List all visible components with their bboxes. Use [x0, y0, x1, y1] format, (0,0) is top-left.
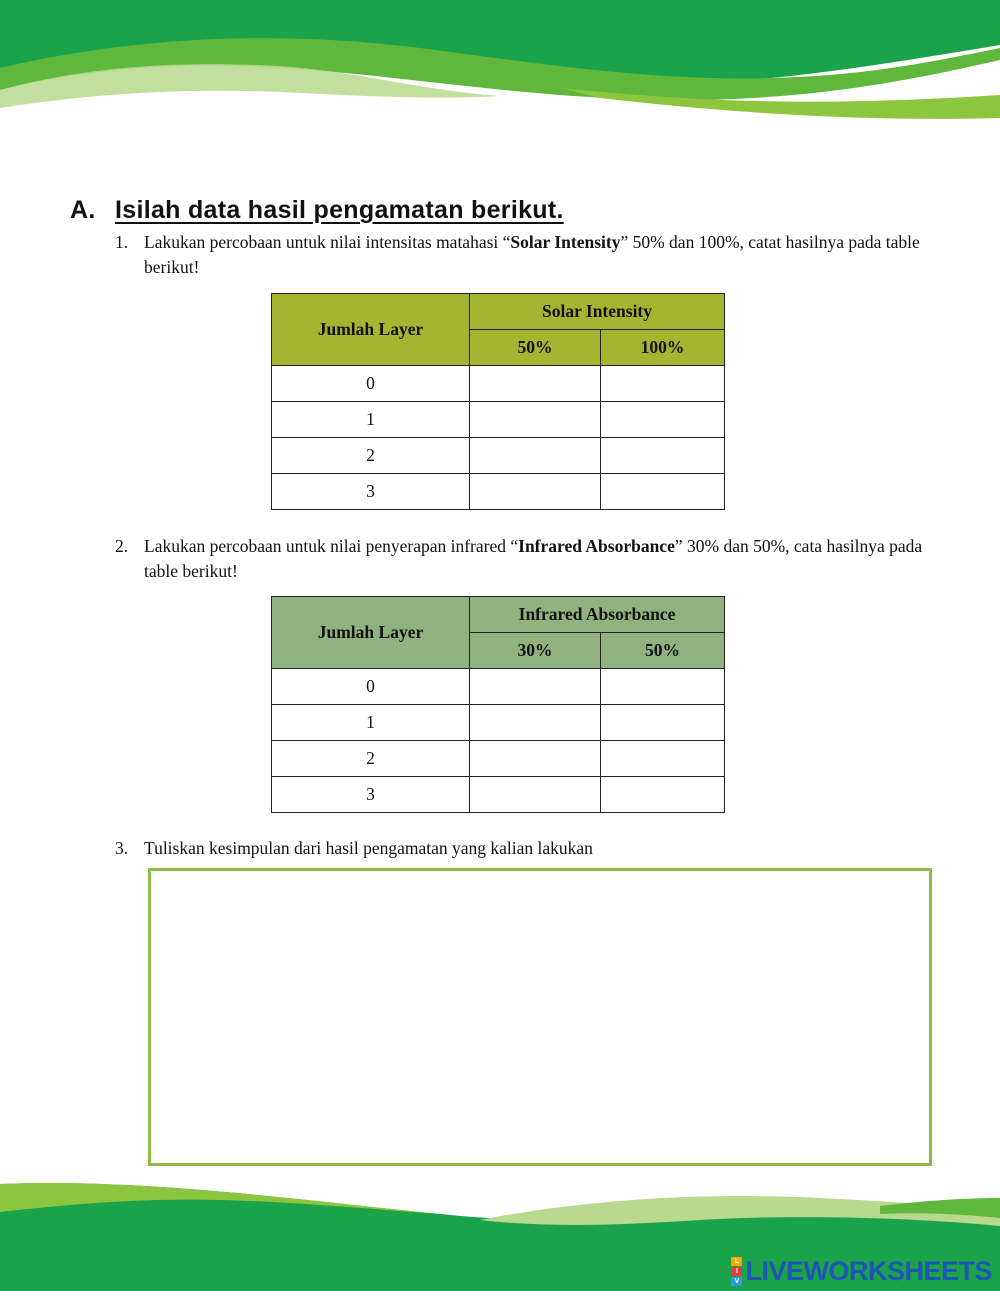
instruction-3 — [115, 836, 945, 861]
logo-tile: V — [731, 1277, 742, 1286]
instruction-bold-term: Infrared Absorbance — [518, 536, 675, 556]
answer-cell[interactable] — [601, 669, 725, 705]
section-heading — [70, 196, 564, 225]
column-header-cell: 50% — [470, 330, 601, 366]
answer-cell[interactable] — [470, 366, 601, 402]
instruction-2 — [115, 534, 945, 584]
instruction-text: Tuliskan kesimpulan dari hasil pengamatan yang kalian lakukan — [144, 838, 593, 858]
column-header-cell: 100% — [601, 330, 725, 366]
instruction-number: 2. — [115, 536, 129, 556]
layer-cell: 3 — [272, 777, 470, 813]
instruction-text: Lakukan percobaan untuk nilai penyerapan infrared “ — [144, 536, 519, 556]
instruction-number: 3. — [115, 838, 129, 858]
group-header-cell: Solar Intensity — [470, 294, 725, 330]
solar-intensity-table — [271, 293, 725, 510]
layer-cell: 2 — [272, 741, 470, 777]
instruction-text: Lakukan percobaan untuk nilai intensitas matahasi “ — [144, 232, 511, 252]
infrared-absorbance-table — [271, 596, 725, 813]
row-header-cell: Jumlah Layer — [272, 597, 470, 669]
instruction-text: ” 50% dan 100%, catat hasilnya pada table berikut! — [144, 232, 920, 277]
logo-tile: I — [731, 1267, 742, 1276]
layer-cell: 0 — [272, 366, 470, 402]
logo-tile: L — [731, 1257, 742, 1266]
answer-cell[interactable] — [470, 777, 601, 813]
section-letter: A. — [70, 196, 96, 224]
layer-cell: 1 — [272, 402, 470, 438]
conclusion-answer-box[interactable] — [148, 868, 932, 1166]
row-header-cell: Jumlah Layer — [272, 294, 470, 366]
brand-name: LIVEWORKSHEETS — [745, 1256, 992, 1286]
instruction-number: 1. — [115, 232, 129, 252]
answer-cell[interactable] — [601, 705, 725, 741]
layer-cell: 0 — [272, 669, 470, 705]
answer-cell[interactable] — [601, 777, 725, 813]
column-header-cell: 50% — [601, 633, 725, 669]
instruction-1 — [115, 230, 945, 280]
layer-cell: 1 — [272, 705, 470, 741]
answer-cell[interactable] — [470, 705, 601, 741]
group-header-cell: Infrared Absorbance — [470, 597, 725, 633]
instruction-bold-term: Solar Intensity — [510, 232, 621, 252]
answer-cell[interactable] — [601, 402, 725, 438]
answer-cell[interactable] — [601, 741, 725, 777]
header-wave-decoration — [0, 0, 1000, 130]
section-title: Isilah data hasil pengamatan berikut. — [115, 196, 564, 224]
logo-tiles-icon — [731, 1257, 742, 1286]
answer-cell[interactable] — [470, 474, 601, 510]
instruction-text: ” 30% dan 50%, cata hasilnya pada table berikut! — [144, 536, 923, 581]
answer-cell[interactable] — [601, 438, 725, 474]
liveworksheets-logo — [731, 1256, 992, 1287]
layer-cell: 3 — [272, 474, 470, 510]
answer-cell[interactable] — [601, 366, 725, 402]
layer-cell: 2 — [272, 438, 470, 474]
answer-cell[interactable] — [470, 669, 601, 705]
answer-cell[interactable] — [601, 474, 725, 510]
answer-cell[interactable] — [470, 741, 601, 777]
answer-cell[interactable] — [470, 402, 601, 438]
answer-cell[interactable] — [470, 438, 601, 474]
column-header-cell: 30% — [470, 633, 601, 669]
